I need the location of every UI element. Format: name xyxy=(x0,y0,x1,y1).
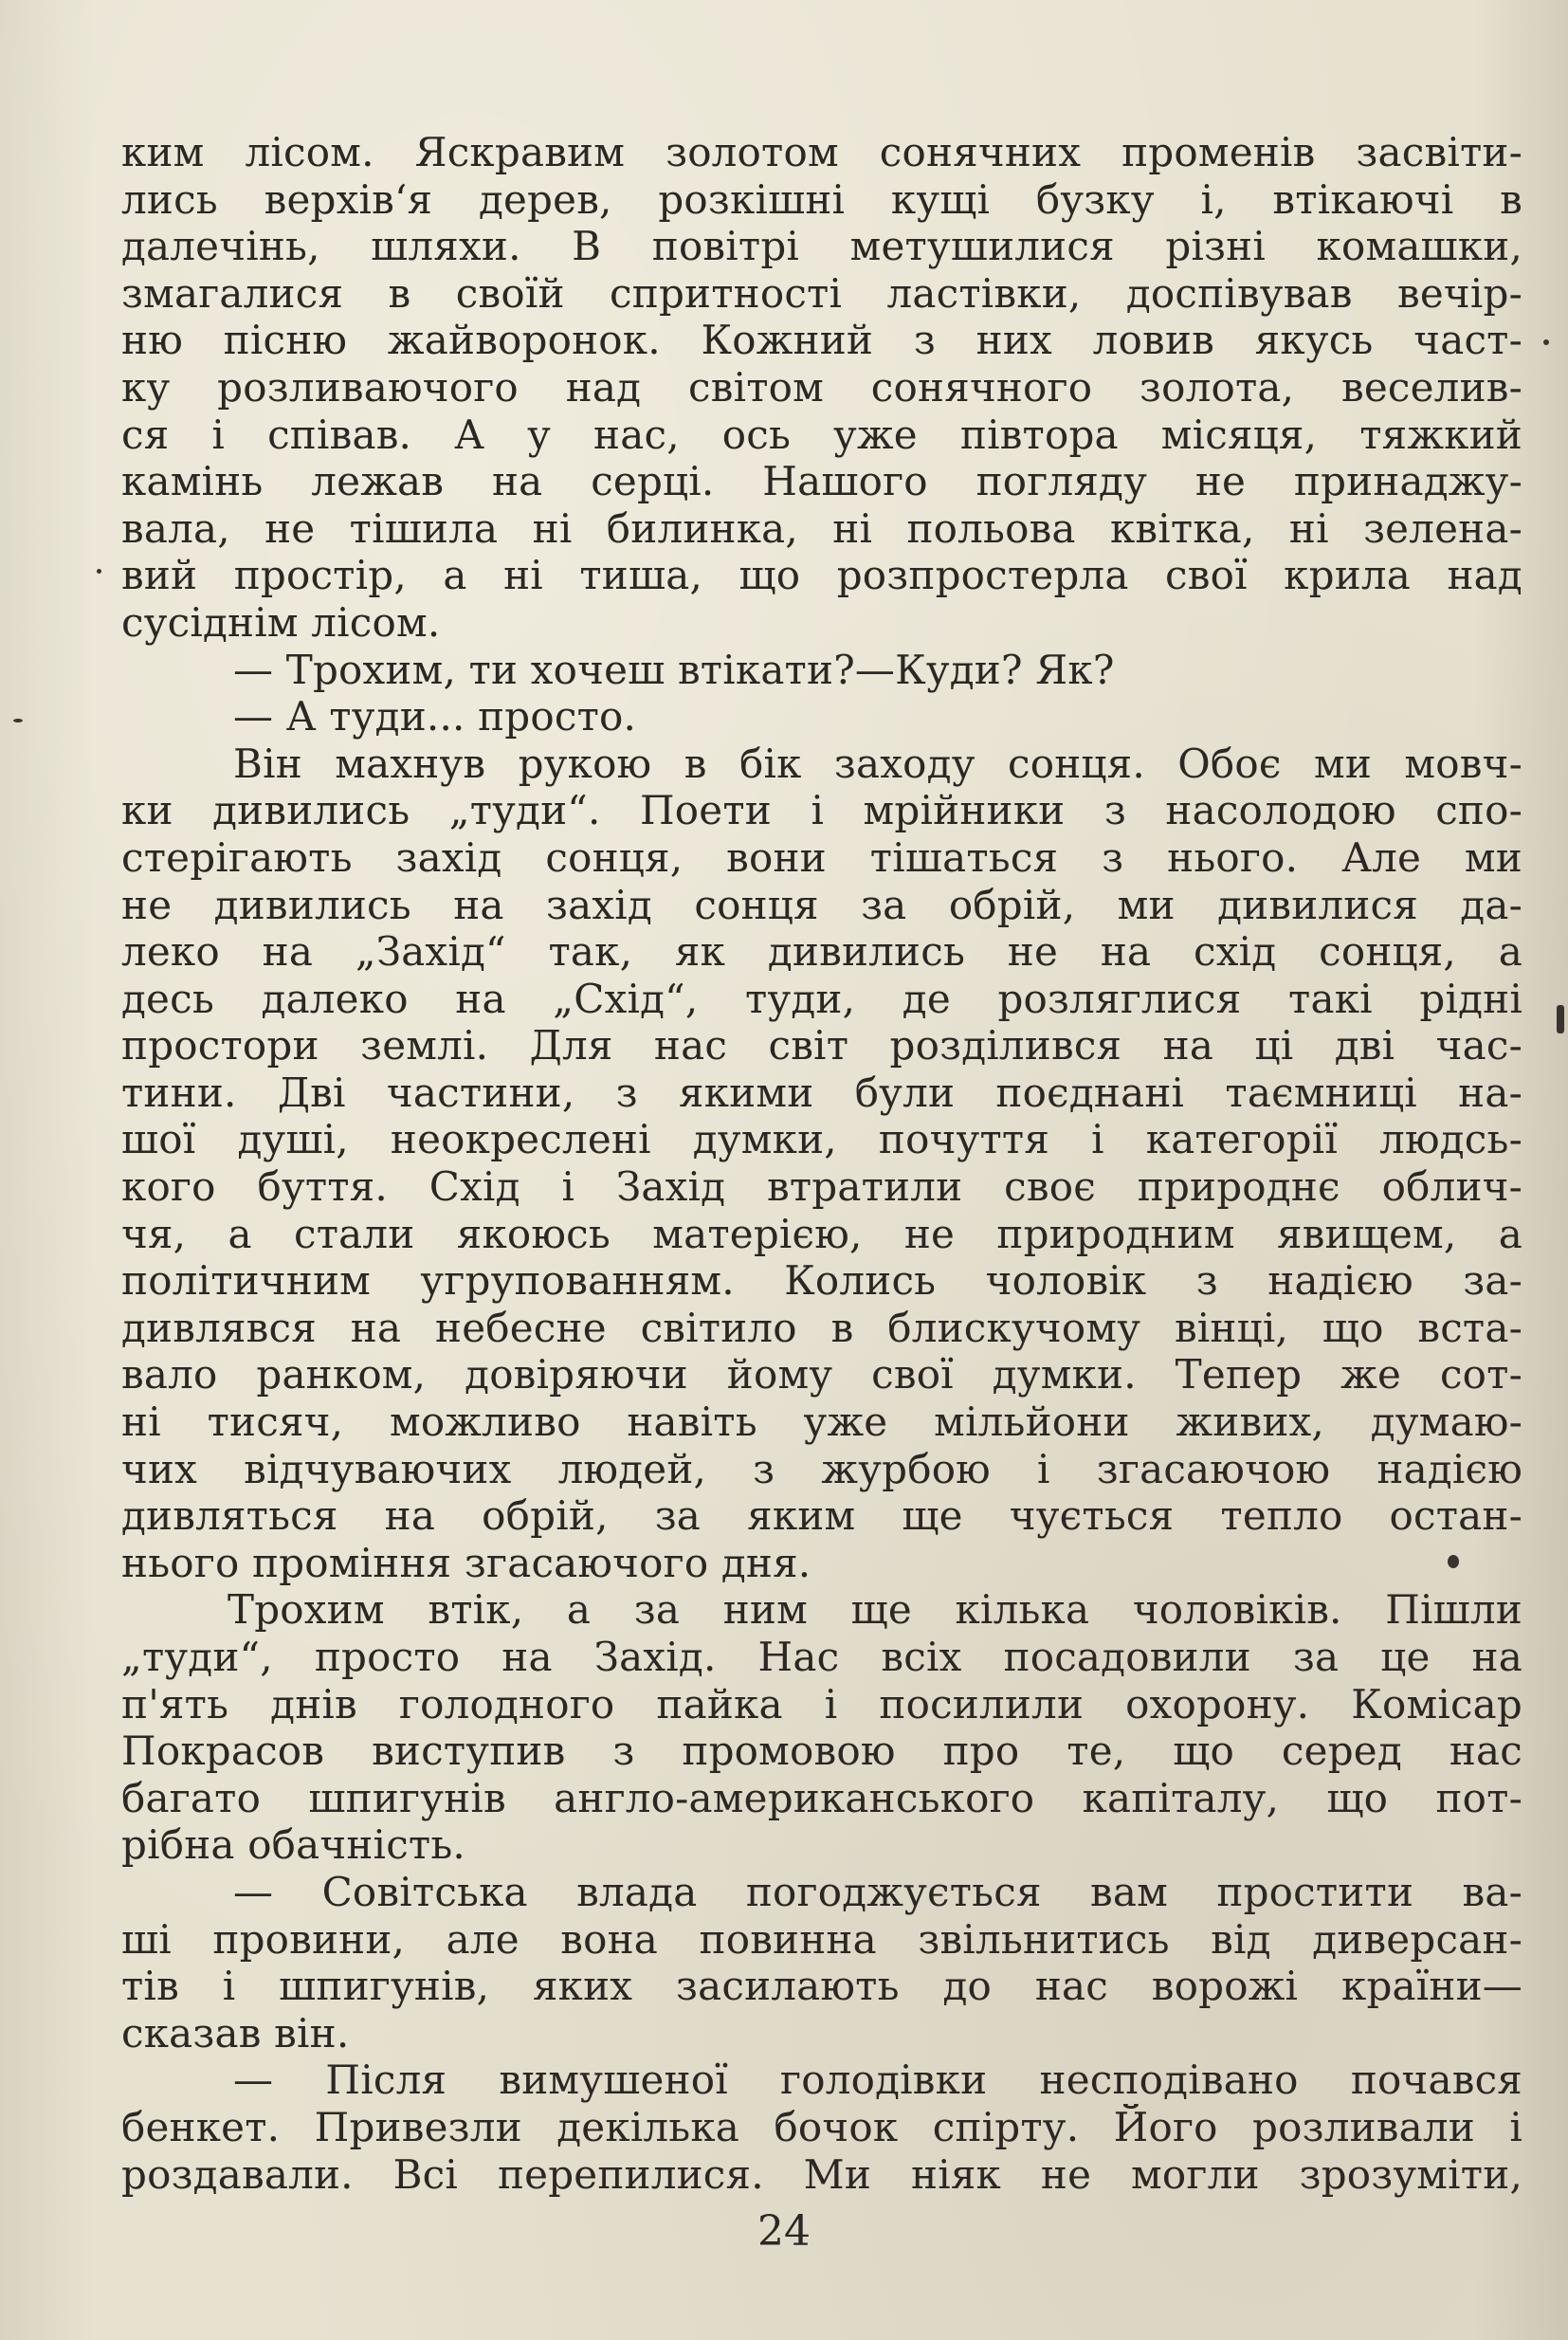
text-line: ку розливаючого над світом сонячного золота, веселив- xyxy=(121,363,1522,411)
text-line: ки дивились „туди“. Поети і мрійники з насолодою спо- xyxy=(121,787,1522,834)
text-line: не дивились на захід сонця за обрій, ми дивилися да- xyxy=(121,881,1522,928)
text-line: стерігають захід сонця, вони тішаться з нього. Але ми xyxy=(121,833,1522,881)
text-line: роздавали. Всі перепилися. Ми ніяк не могли зрозуміти, xyxy=(121,2150,1522,2198)
print-speck xyxy=(1448,1555,1459,1568)
text-line: політичним угрупованням. Колись чоловік з надією за- xyxy=(121,1257,1522,1305)
text-line: багато шпигунів англо-американського капіталу, що пот- xyxy=(121,1774,1522,1821)
text-line: нього проміння згасаючого дня. xyxy=(121,1539,811,1586)
dialogue-line: — Совітська влада погоджується вам простити ва- xyxy=(233,1868,1522,1915)
text-line: дивляться на обрій, за яким ще чується тепло остан- xyxy=(121,1492,1522,1540)
text-line: вало ранком, довіряючи йому свої думки. Тепер же сот- xyxy=(121,1351,1522,1399)
text-line: сусіднім лісом. xyxy=(121,598,441,646)
text-line: рібна обачність. xyxy=(121,1821,465,1869)
print-speck xyxy=(1557,1005,1564,1033)
text-line: змагалися в своїй спритності ластівки, доспівував вечір- xyxy=(121,269,1522,317)
text-line: вала, не тішила ні билинка, ні польова квітка, ні зелена- xyxy=(121,504,1522,552)
text-line: „туди“, просто на Захід. Нас всіх посадовили за це на xyxy=(121,1634,1522,1680)
text-line: лись верхів‘я дерев, розкішні кущі бузку і, втікаючі в xyxy=(121,175,1522,223)
text-line: дивлявся на небесне світило в блискучому вінці, що вста- xyxy=(121,1304,1522,1351)
print-speck xyxy=(1543,339,1549,345)
text-line: леко на „Захід“ так, як дивились не на схід сонця, а xyxy=(121,928,1522,976)
text-line: Трохим втік, а за ним ще кілька чоловіків. Пішли xyxy=(228,1586,1522,1634)
text-line: ші провини, але вона повинна звільнитись від диверсан- xyxy=(121,1915,1522,1963)
page-number: 24 xyxy=(757,2207,811,2256)
dialogue-line: — Після вимушеної голодівки несподівано почався xyxy=(233,2057,1522,2104)
text-line: кого буття. Схід і Захід втратили своє природнє облич- xyxy=(121,1163,1522,1211)
text-line: Покрасов виступив з промовою про те, що серед нас xyxy=(121,1728,1522,1775)
text-line: ся і співав. А у нас, ось уже півтора місяця, тяжкий xyxy=(121,411,1522,458)
print-speck xyxy=(97,569,101,574)
text-line: тини. Дві частини, з якими були поєднані таємниці на- xyxy=(121,1069,1522,1116)
text-line: тів і шпигунів, яких засилають до нас ворожі країни— xyxy=(121,1963,1522,2010)
text-line: вий простір, а ні тиша, що розпростерла свої крила над xyxy=(121,552,1522,599)
text-line: десь далеко на „Схід“, туди, де розляглися такі рідні xyxy=(121,975,1522,1022)
body-text xyxy=(121,129,1522,2198)
text-line: далечінь, шляхи. В повітрі метушилися різні комашки, xyxy=(121,223,1522,270)
text-line: Він махнув рукою в бік заходу сонця. Обоє ми мовч- xyxy=(233,740,1522,787)
text-line: чих відчуваючих людей, з журбою і згасаючою надією xyxy=(121,1445,1522,1492)
text-line: камінь лежав на серці. Нашого погляду не принаджу- xyxy=(121,458,1522,505)
text-line: сказав він. xyxy=(121,2009,350,2057)
print-speck xyxy=(13,719,23,722)
text-line: простори землі. Для нас світ розділився на ці дві час- xyxy=(121,1022,1522,1069)
text-line: шої душі, неокреслені думки, почуття і категорії людсь- xyxy=(121,1116,1522,1163)
text-line: бенкет. Привезли декілька бочок спірту. Його розливали і xyxy=(121,2103,1522,2150)
dialogue-line: — Трохим, ти хочеш втікати?—Куди? Як? xyxy=(233,646,1115,693)
text-line: ні тисяч, можливо навіть уже мільйони живих, думаю- xyxy=(121,1399,1522,1446)
text-line: ким лісом. Яскравим золотом сонячних променів засвіти- xyxy=(121,129,1522,175)
text-line: ню пісню жайворонок. Кожний з них ловив якусь част- xyxy=(121,317,1522,364)
text-line: чя, а стали якоюсь матерією, не природним явищем, а xyxy=(121,1210,1522,1257)
dialogue-line: — А туди... просто. xyxy=(233,693,637,740)
text-line: п'ять днів голодного пайка і посилили охорону. Комісар xyxy=(121,1680,1522,1728)
